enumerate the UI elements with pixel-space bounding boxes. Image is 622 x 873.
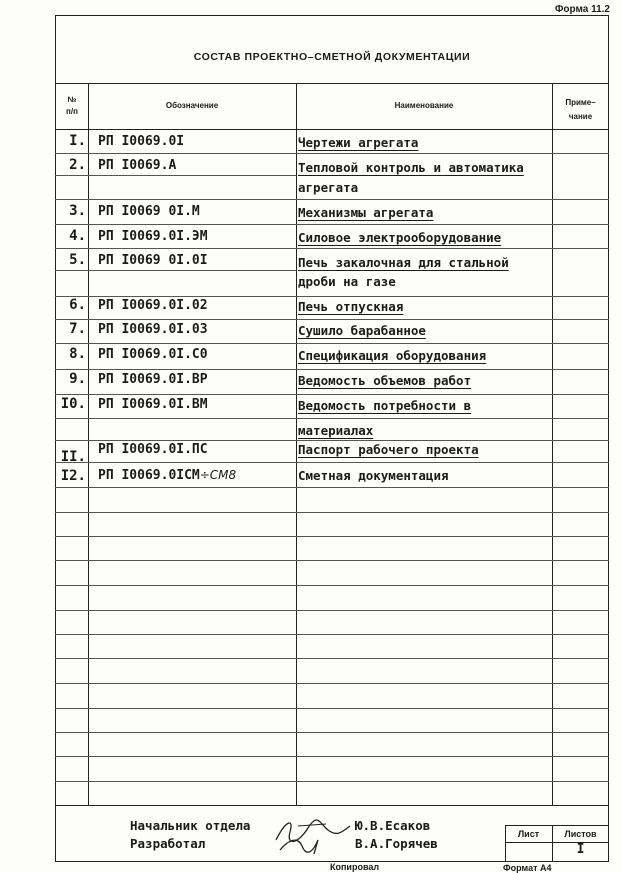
format-label: Формат А4 — [503, 863, 552, 873]
row-2-name-cont: агрегата — [298, 180, 359, 195]
row-12-name: Сметная документация — [298, 468, 449, 483]
row-separator — [55, 199, 609, 200]
row-separator — [55, 153, 609, 154]
row-separator — [55, 440, 609, 441]
footer-person-developer: В.А.Горячев — [355, 836, 438, 851]
row-separator — [55, 487, 609, 488]
row-separator — [55, 658, 609, 659]
row-5-code: РП I0069 0I.0I — [98, 253, 208, 268]
row-8-code: РП I0069.0I.С0 — [98, 347, 208, 362]
row-12-code — [98, 468, 236, 483]
row-10-name: Ведомость потребности в — [298, 398, 472, 413]
row-9-name: Ведомость объемов работ — [298, 373, 472, 388]
row-4-name: Силовое электрооборудование — [298, 230, 502, 245]
copied-label: Копировал — [330, 862, 380, 872]
header-designation: Обозначение — [165, 101, 219, 110]
row-7-name: Сушило барабанное — [298, 323, 426, 338]
row-9-num: 9. — [69, 371, 86, 387]
row-sub-separator — [55, 462, 296, 463]
row-2-num: 2. — [69, 157, 86, 173]
sheets-value: I — [576, 842, 585, 857]
row-separator — [55, 708, 609, 709]
row-separator — [55, 634, 609, 635]
signature-image — [268, 810, 358, 856]
form-label: Форма 11.2 — [554, 4, 610, 15]
row-8-name: Спецификация оборудования — [298, 348, 487, 363]
row-3-num: 3. — [69, 203, 86, 219]
page-title: СОСТАВ ПРОЕКТНО–СМЕТНОЙ ДОКУМЕНТАЦИИ — [193, 51, 471, 63]
row-4-num: 4. — [69, 228, 86, 244]
row-2-code: РП I0069.А — [98, 158, 177, 173]
row-separator — [55, 343, 609, 344]
row-3-name: Механизмы агрегата — [298, 205, 434, 220]
row-separator — [55, 394, 609, 395]
row-11-name: Паспорт рабочего проекта — [298, 442, 479, 457]
row-separator — [55, 585, 609, 586]
row-11-num: II. — [60, 449, 86, 465]
row-10-name-cont: материалах — [298, 423, 374, 438]
row-separator — [55, 319, 609, 320]
row-11-code: РП I0069.0I.ПС — [98, 442, 208, 457]
footer-role-developer: Разработал — [130, 836, 206, 851]
row-6-num: 6. — [69, 297, 86, 313]
footer-role-head: Начальник отдела — [130, 818, 251, 833]
row-separator — [55, 369, 609, 370]
row-7-num: 7. — [69, 321, 86, 337]
sheet-label: Лист — [517, 829, 540, 839]
row-separator — [55, 683, 609, 684]
row-9-code: РП I0069.0I.ВР — [98, 372, 208, 387]
row-separator — [55, 732, 609, 733]
row-10-num: I0. — [60, 396, 86, 412]
row-6-name: Печь отпускная — [298, 299, 404, 314]
row-4-code: РП I0069.0I.ЭМ — [98, 229, 208, 244]
row-separator — [55, 224, 609, 225]
row-1-code: РП I0069.0I — [98, 134, 185, 149]
row-7-code: РП I0069.0I.03 — [98, 322, 208, 337]
row-3-code: РП I0069 0I.М — [98, 204, 200, 219]
row-separator — [55, 781, 609, 782]
row-12-code-handwritten: ÷СМ8 — [199, 468, 237, 482]
row-separator — [55, 512, 609, 513]
row-separator — [55, 536, 609, 537]
row-5-name-cont: дроби на газе — [298, 274, 396, 289]
row-separator — [55, 296, 609, 297]
footer-person-head: Ю.В.Есаков — [355, 818, 431, 833]
row-1-name: Чертежи агрегата — [298, 135, 419, 150]
row-sub-separator — [55, 175, 296, 176]
row-1-num: I. — [69, 133, 86, 149]
row-10-code: РП I0069.0I.ВМ — [98, 397, 208, 412]
row-12-code-typed: РП I0069.0IСМ — [98, 468, 200, 483]
sheets-label: Листов — [564, 829, 597, 839]
row-separator — [55, 756, 609, 757]
row-separator — [55, 248, 609, 249]
header-name: Наименование — [394, 101, 454, 110]
row-sub-separator — [55, 418, 296, 419]
row-separator — [55, 560, 609, 561]
row-5-name: Печь закалочная для стальной — [298, 255, 509, 270]
row-2-name: Тепловой контроль и автоматика — [298, 160, 524, 175]
row-separator — [55, 610, 609, 611]
header-num: № п/п — [66, 95, 78, 116]
row-12-num: I2. — [60, 468, 86, 484]
row-5-num: 5. — [69, 252, 86, 268]
row-sub-separator — [55, 270, 296, 271]
row-6-code: РП I0069.0I.02 — [98, 298, 208, 313]
row-8-num: 8. — [69, 346, 86, 362]
header-note: Приме– чание — [565, 98, 596, 121]
